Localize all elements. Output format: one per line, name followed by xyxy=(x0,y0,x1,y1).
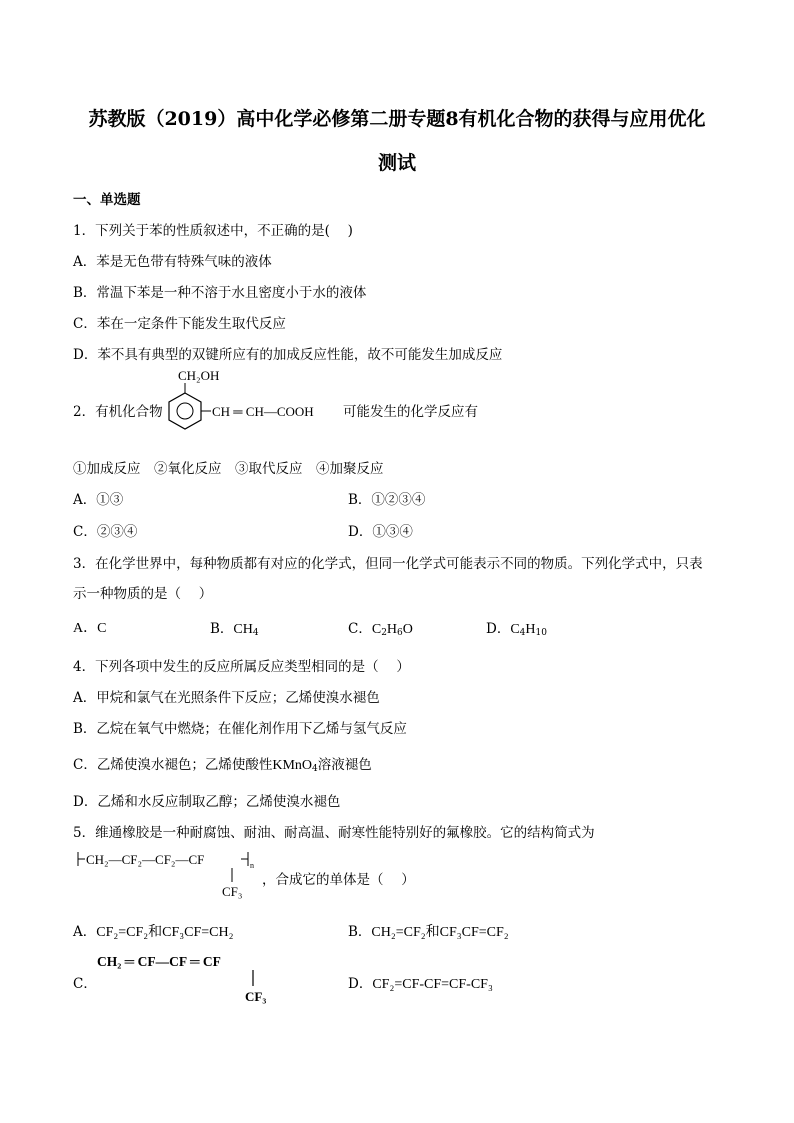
q4-option-d: D．乙烯和水反应制取乙醇；乙烯使溴水褪色 xyxy=(73,794,341,810)
q1-stem: 1．下列关于苯的性质叙述中，不正确的是( ) xyxy=(73,223,353,239)
q3-stem-line2: 示一种物质的是（ ） xyxy=(73,586,213,602)
q2-option-c: C．②③④ xyxy=(73,524,138,540)
q5-option-b xyxy=(348,920,509,941)
section-heading: 一、单选题 xyxy=(73,192,141,208)
q5-option-c-label: C． xyxy=(73,976,97,992)
document-title-line1: 苏教版（2019）高中化学必修第二册专题8有机化合物的获得与应用优化 xyxy=(88,108,706,130)
q5-stem: 5．维通橡胶是一种耐腐蚀、耐油、耐高温、耐寒性能特别好的氟橡胶。它的结构简式为 xyxy=(73,825,595,841)
q2-struct-chain: CH ═ CH—COOH xyxy=(212,404,314,419)
q3-d-s1: 4 xyxy=(519,628,526,638)
q1-option-c: C．苯在一定条件下能发生取代反应 xyxy=(73,316,286,332)
q5-option-c-branch: CF₃ xyxy=(245,989,267,1004)
q3-c-s1: 2 xyxy=(381,628,387,638)
q2-struct-ch2oh: CH₂OH xyxy=(178,368,220,383)
q3-option-d xyxy=(486,617,547,638)
q5-option-c-structure xyxy=(95,950,285,1010)
q5-option-d xyxy=(348,972,493,993)
q2-suffix: 可能发生的化学反应有 xyxy=(343,404,478,420)
q3-c-f2: H xyxy=(386,622,398,637)
q3-option-c xyxy=(348,617,413,638)
q5-option-a-text: CF₂=CF₂和CF₃CF=CH₂ xyxy=(96,925,234,940)
q5-polymer-chain: CH₂—CF₂—CF₂—CF xyxy=(86,852,205,867)
q2-structure-diagram xyxy=(163,366,343,446)
benzene-ring-icon xyxy=(169,393,201,429)
q3-option-b-formula: CH xyxy=(233,622,253,637)
q4-option-a: A．甲烷和氯气在光照条件下反应；乙烯使溴水褪色 xyxy=(73,690,380,706)
q3-option-c-label: C． xyxy=(348,621,372,637)
q5-option-b-text: CH₂=CF₂和CF₃CF=CF₂ xyxy=(371,925,509,940)
q2-option-a: A．①③ xyxy=(73,492,124,508)
q4-option-c-formula: KMnO xyxy=(272,758,313,773)
q2-option-b: B．①②③④ xyxy=(348,492,426,508)
q1-option-d: D．苯不具有典型的双键所应有的加成反应性能，故不可能发生加成反应 xyxy=(73,347,503,363)
q2-option-d: D．①③④ xyxy=(348,524,413,540)
q5-option-c-chain: CH₂ ═ CF—CF ═ CF xyxy=(97,954,221,969)
q5-option-a xyxy=(73,920,234,941)
q5-option-b-label: B． xyxy=(348,924,372,940)
q3-d-s2: 10 xyxy=(535,628,547,638)
q5-polymer-branch: CF₃ xyxy=(222,884,243,899)
q3-c-f3: O xyxy=(402,622,413,637)
q3-option-b xyxy=(210,617,259,638)
q3-option-b-label: B． xyxy=(210,621,234,637)
q3-c-f1: C xyxy=(371,622,382,637)
q5-option-d-text: CF₂=CF-CF=CF-CF₃ xyxy=(372,977,493,992)
q3-stem-line1: 3．在化学世界中，每种物质都有对应的化学式，但同一化学式可能表示不同的物质。下列化学式中，只表 xyxy=(73,556,703,572)
q4-option-c-pre: C．乙烯使溴水褪色；乙烯使酸性 xyxy=(73,757,273,773)
q5-polymer-structure xyxy=(73,846,263,904)
q5-option-a-label: A． xyxy=(73,924,97,940)
q3-option-a xyxy=(73,617,106,637)
q3-option-a-text: A．C xyxy=(73,621,107,636)
q4-option-c-post: 溶液褪色 xyxy=(317,757,372,773)
q3-d-f2: H xyxy=(525,622,536,637)
q2-reaction-list: ①加成反应 ②氧化反应 ③取代反应 ④加聚反应 xyxy=(73,461,384,477)
document-title-line2: 测试 xyxy=(377,152,416,174)
q3-d-f1: C xyxy=(510,622,520,637)
q4-option-c xyxy=(73,753,372,774)
q1-option-a: A．苯是无色带有特殊气味的液体 xyxy=(73,254,272,270)
q5-option-d-label: D． xyxy=(348,976,373,992)
q4-stem: 4．下列各项中发生的反应所属反应类型相同的是（ ） xyxy=(73,659,410,675)
q4-option-c-sub: 4 xyxy=(312,764,318,774)
q3-option-d-label: D． xyxy=(486,621,511,637)
q3-c-s2: 6 xyxy=(397,628,403,638)
q5-polymer-n: n xyxy=(250,861,254,870)
q5-suffix: ，合成它的单体是（ ） xyxy=(262,872,415,888)
q1-option-b: B．常温下苯是一种不溶于水且密度小于水的液体 xyxy=(73,285,367,301)
q4-option-b: B．乙烷在氧气中燃烧；在催化剂作用下乙烯与氢气反应 xyxy=(73,721,407,737)
q2-prefix: 2．有机化合物 xyxy=(73,404,163,420)
q3-option-b-sub: 4 xyxy=(252,628,259,638)
